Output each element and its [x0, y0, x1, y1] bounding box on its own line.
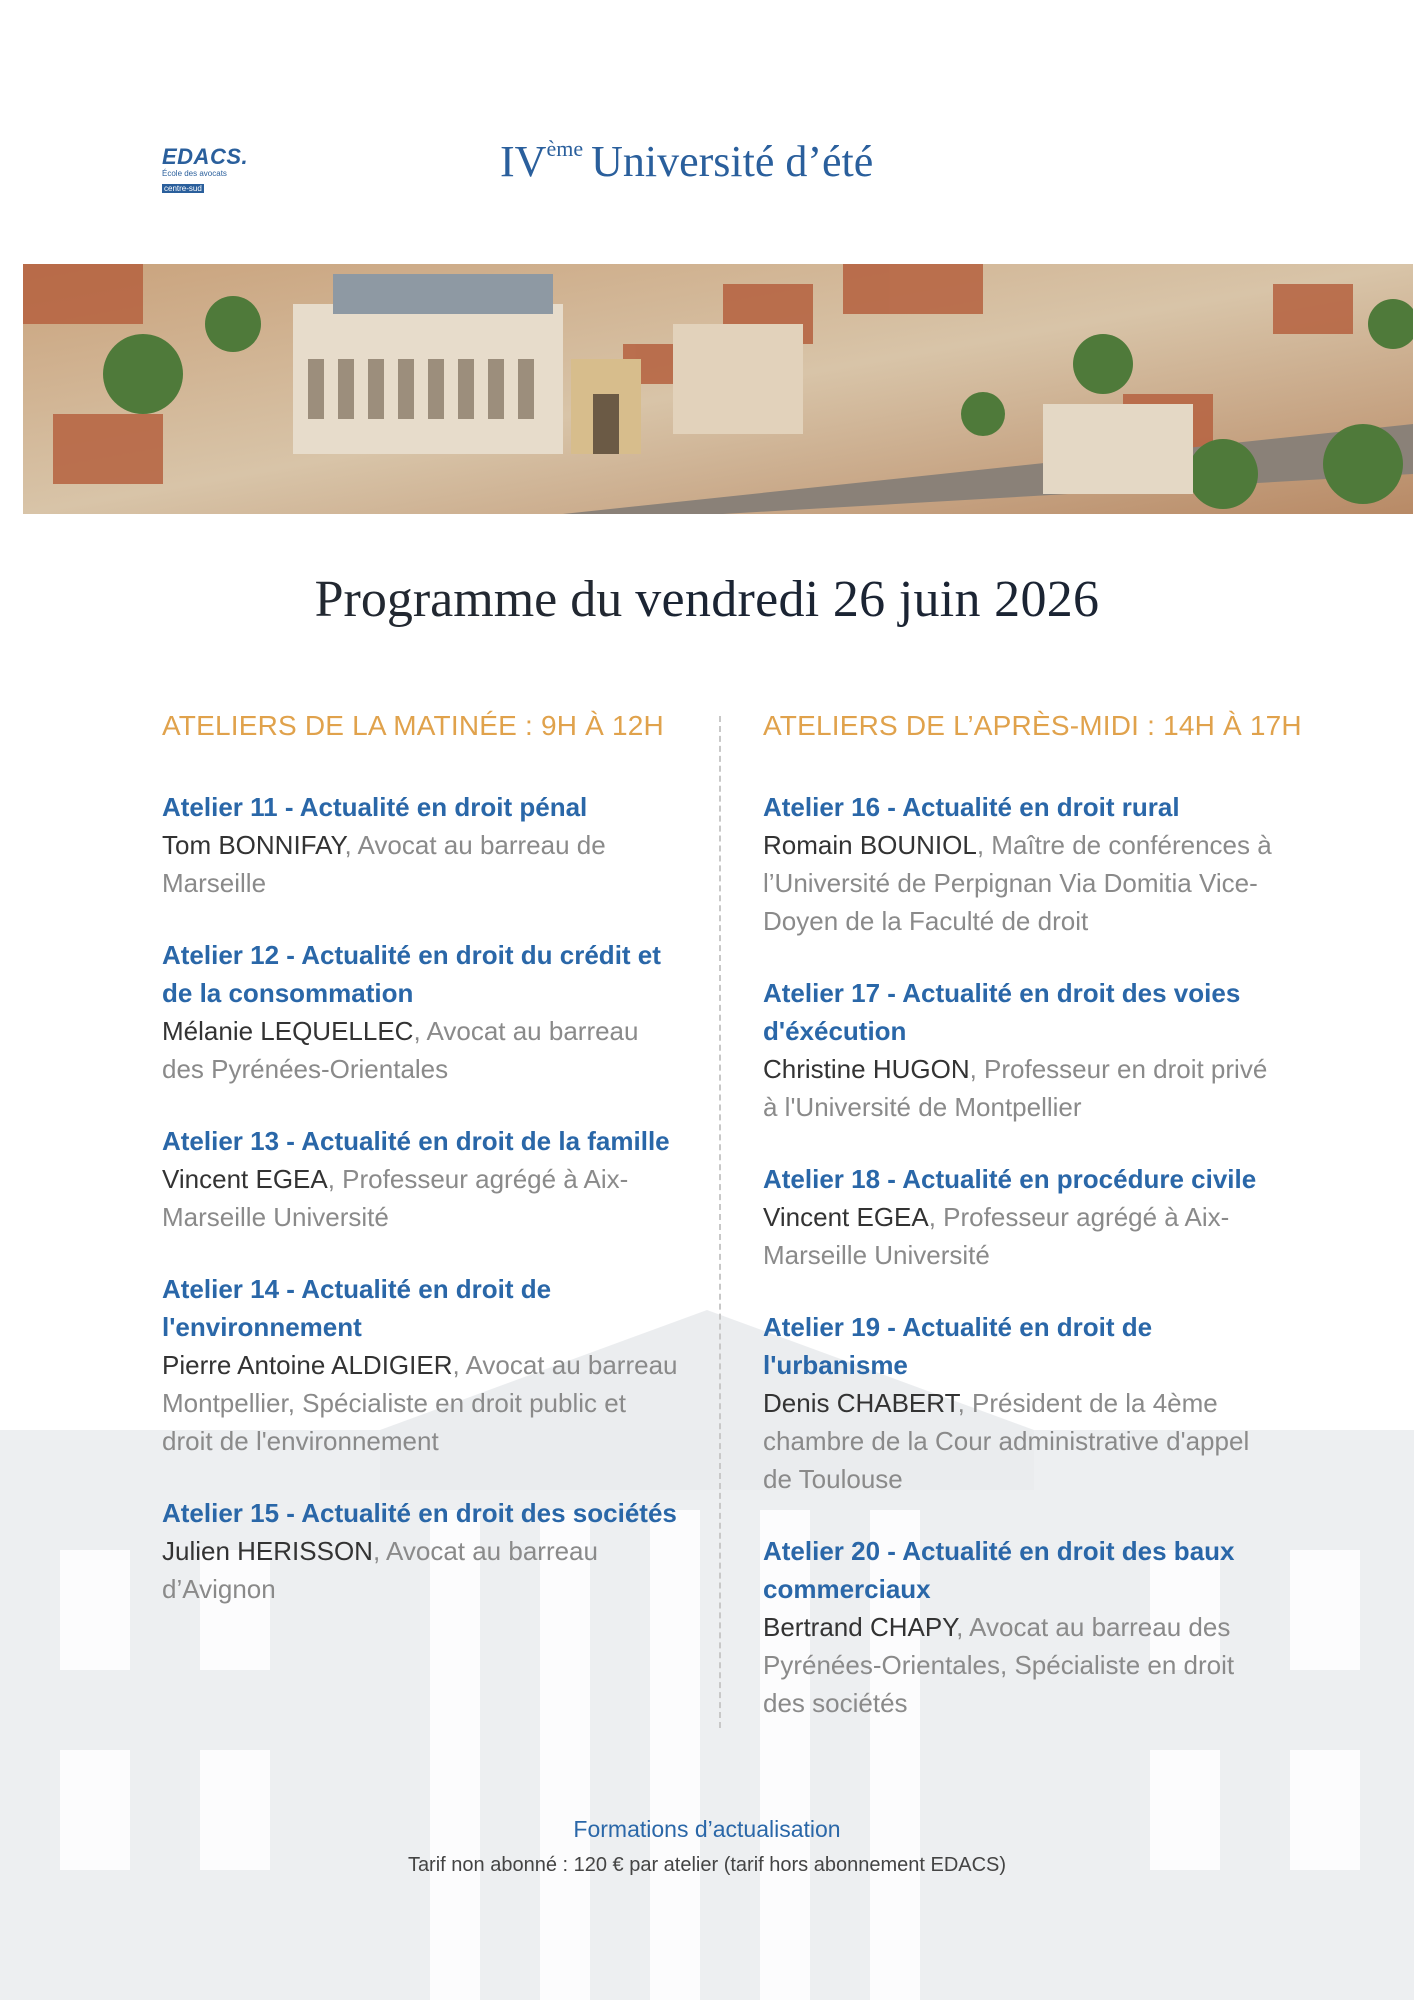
atelier-speaker — [763, 1608, 1283, 1722]
logo-line1: École des avocats — [162, 169, 227, 178]
atelier-speaker — [162, 1532, 682, 1608]
speaker-name: Pierre Antoine ALDIGIER — [162, 1350, 453, 1380]
speaker-name: Vincent EGEA — [162, 1164, 328, 1194]
title-sup: ème — [546, 136, 584, 161]
speaker-name: Mélanie LEQUELLEC — [162, 1016, 414, 1046]
atelier-speaker — [763, 1384, 1283, 1498]
morning-title: ATELIERS DE LA MATINÉE : 9H À 12H — [162, 710, 664, 741]
speaker-role: , Maître de conférences à l’Université de Perpignan Via Domitia Vice-Doyen de la Faculté de droit — [763, 830, 1272, 936]
atelier-title: Atelier 13 - Actualité en droit de la famille — [162, 1126, 670, 1156]
speaker-role: , Avocat au barreau Montpellier, Spécialiste en droit public et droit de l'environnement — [162, 1350, 678, 1456]
atelier-speaker — [763, 1198, 1283, 1274]
speaker-role: , Président de la 4ème chambre de la Cour administrative d'appel de Toulouse — [763, 1388, 1250, 1494]
atelier-speaker — [763, 826, 1283, 940]
atelier-speaker — [162, 1012, 682, 1088]
footer-tarif: Tarif non abonné : 120 € par atelier (tarif hors abonnement EDACS) — [407, 1854, 1007, 1876]
logo-line2: centre-sud — [164, 184, 202, 193]
column-divider — [719, 716, 721, 1728]
atelier-11 — [162, 788, 682, 902]
speaker-name: Julien HERISSON — [162, 1536, 373, 1566]
atelier-title: Atelier 11 - Actualité en droit pénal — [162, 792, 588, 822]
speaker-role: , Avocat au barreau des Pyrénées-Orientales — [162, 1016, 639, 1084]
logo-brand: EDACS. — [162, 144, 249, 169]
morning-column — [162, 708, 682, 1642]
speaker-role: , Avocat au barreau d’Avignon — [162, 1536, 598, 1604]
atelier-speaker — [162, 826, 682, 902]
atelier-title: Atelier 18 - Actualité en procédure civile — [763, 1164, 1257, 1194]
atelier-14 — [162, 1270, 682, 1460]
page-title — [500, 136, 950, 187]
atelier-18 — [763, 1160, 1283, 1274]
atelier-17 — [763, 974, 1283, 1126]
afternoon-title: ATELIERS DE L’APRÈS-MIDI : 14H À 17H — [763, 710, 1302, 741]
atelier-16 — [763, 788, 1283, 940]
speaker-role: , Professeur en droit privé à l'Université de Montpellier — [763, 1054, 1268, 1122]
speaker-name: Bertrand CHAPY — [763, 1612, 957, 1642]
footer-formations: Formations d’actualisation — [573, 1816, 841, 1842]
speaker-role: , Avocat au barreau de Marseille — [162, 830, 606, 898]
title-main: Université d’été — [591, 137, 874, 186]
atelier-title: Atelier 20 - Actualité en droit des baux commerciaux — [763, 1536, 1235, 1604]
speaker-name: Tom BONNIFAY — [162, 830, 345, 860]
programme-heading — [0, 570, 1414, 629]
atelier-speaker — [162, 1346, 682, 1460]
speaker-role: , Professeur agrégé à Aix-Marseille Université — [763, 1202, 1230, 1270]
atelier-title: Atelier 17 - Actualité en droit des voies d'éxécution — [763, 978, 1241, 1046]
title-roman: IV — [500, 137, 547, 186]
programme-date: vendredi 26 juin 2026 — [635, 571, 1100, 628]
speaker-name: Christine HUGON — [763, 1054, 970, 1084]
afternoon-column — [763, 708, 1302, 1756]
atelier-title: Atelier 12 - Actualité en droit du crédit et de la consommation — [162, 940, 661, 1008]
edacs-logo — [162, 146, 272, 194]
atelier-15 — [162, 1494, 682, 1608]
atelier-12 — [162, 936, 682, 1088]
atelier-title: Atelier 19 - Actualité en droit de l'urbanisme — [763, 1312, 1153, 1380]
atelier-20 — [763, 1532, 1283, 1722]
atelier-title: Atelier 16 - Actualité en droit rural — [763, 792, 1180, 822]
city-banner-image — [23, 264, 1413, 514]
speaker-role: , Professeur agrégé à Aix-Marseille Université — [162, 1164, 629, 1232]
atelier-speaker — [162, 1160, 682, 1236]
programme-prefix: Programme du — [314, 571, 623, 628]
speaker-name: Vincent EGEA — [763, 1202, 929, 1232]
speaker-name: Denis CHABERT — [763, 1388, 958, 1418]
atelier-19 — [763, 1308, 1283, 1498]
atelier-speaker — [763, 1050, 1283, 1126]
atelier-title: Atelier 14 - Actualité en droit de l'environnement — [162, 1274, 552, 1342]
speaker-role: , Avocat au barreau des Pyrénées-Orientales, Spécialiste en droit des sociétés — [763, 1612, 1235, 1718]
atelier-13 — [162, 1122, 682, 1236]
atelier-title: Atelier 15 - Actualité en droit des sociétés — [162, 1498, 677, 1528]
speaker-name: Romain BOUNIOL — [763, 830, 977, 860]
